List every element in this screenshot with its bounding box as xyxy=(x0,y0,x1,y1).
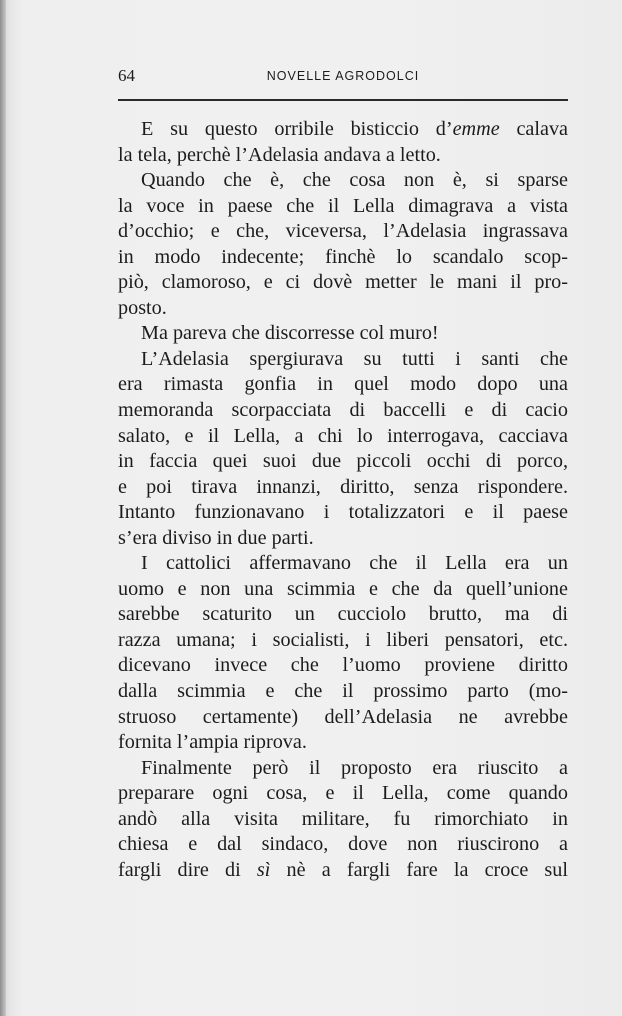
text-line: posto. xyxy=(118,296,167,319)
text-line: fargli dire di sì nè a fargli fare la croce sul xyxy=(118,858,568,881)
text-line: Quando che è, che cosa non è, si sparse xyxy=(141,169,568,192)
text-line: andò alla visita militare, fu rimorchiato in xyxy=(118,807,568,830)
italic-word: sì xyxy=(256,858,271,881)
text-line: e poi tirava innanzi, diritto, senza rispondere. xyxy=(118,475,568,498)
text-line: in modo indecente; finchè lo scandalo scop- xyxy=(118,245,568,268)
text-line: era rimasta gonfia in quel modo dopo una xyxy=(118,373,568,396)
page-number: 64 xyxy=(118,66,135,85)
text-line: memoranda scorpacciata di baccelli e di cacio xyxy=(118,399,568,422)
text-line: la voce in paese che il Lella dimagrava a vista xyxy=(118,194,568,217)
page-header xyxy=(118,66,568,88)
running-title: NOVELLE AGRODOLCI xyxy=(266,69,420,83)
text-line: razza umana; i socialisti, i liberi pensatori, etc. xyxy=(118,628,568,651)
text-line: piò, clamoroso, e ci dovè metter le mani il pro- xyxy=(118,271,568,294)
text-line: in faccia quei suoi due piccoli occhi di porco, xyxy=(118,450,568,473)
text-line: la tela, perchè l’Adelasia andava a letto. xyxy=(118,143,441,166)
text-line: dalla scimmia e che il prossimo parto (mo- xyxy=(118,680,568,703)
body-text xyxy=(118,117,568,883)
italic-word: emme xyxy=(452,118,500,140)
text-line: uomo e non una scimmia e che da quell’unione xyxy=(118,577,568,600)
text-line: salato, e il Lella, a chi lo interrogava, cacciava xyxy=(118,424,568,447)
text-line: L’Adelasia spergiurava su tutti i santi che xyxy=(141,347,568,370)
header-rule xyxy=(118,99,568,101)
text-line: dicevano invece che l’uomo proviene diritto xyxy=(118,654,568,677)
text-line: Intanto funzionavano i totalizzatori e il paese xyxy=(118,501,568,524)
text-line: fornita l’ampia riprova. xyxy=(118,731,307,754)
page-gutter-shadow xyxy=(0,0,6,1016)
text-line: E su questo orribile bisticcio d’emme calava xyxy=(141,118,569,140)
text-line: preparare ogni cosa, e il Lella, come quando xyxy=(118,782,568,805)
text-line: d’occhio; e che, viceversa, l’Adelasia ingrassava xyxy=(118,220,568,243)
text-line: struoso certamente) dell’Adelasia ne avrebbe xyxy=(118,705,568,728)
text-line: Finalmente però il proposto era riuscito a xyxy=(141,756,568,779)
text-line: sarebbe scaturito un cucciolo brutto, ma di xyxy=(118,603,568,626)
text-line: Ma pareva che discorresse col muro! xyxy=(141,322,439,345)
text-line: I cattolici affermavano che il Lella era un xyxy=(141,552,568,575)
text-line: chiesa e dal sindaco, dove non riuscirono a xyxy=(118,833,568,856)
text-line: s’era diviso in due parti. xyxy=(118,526,314,549)
